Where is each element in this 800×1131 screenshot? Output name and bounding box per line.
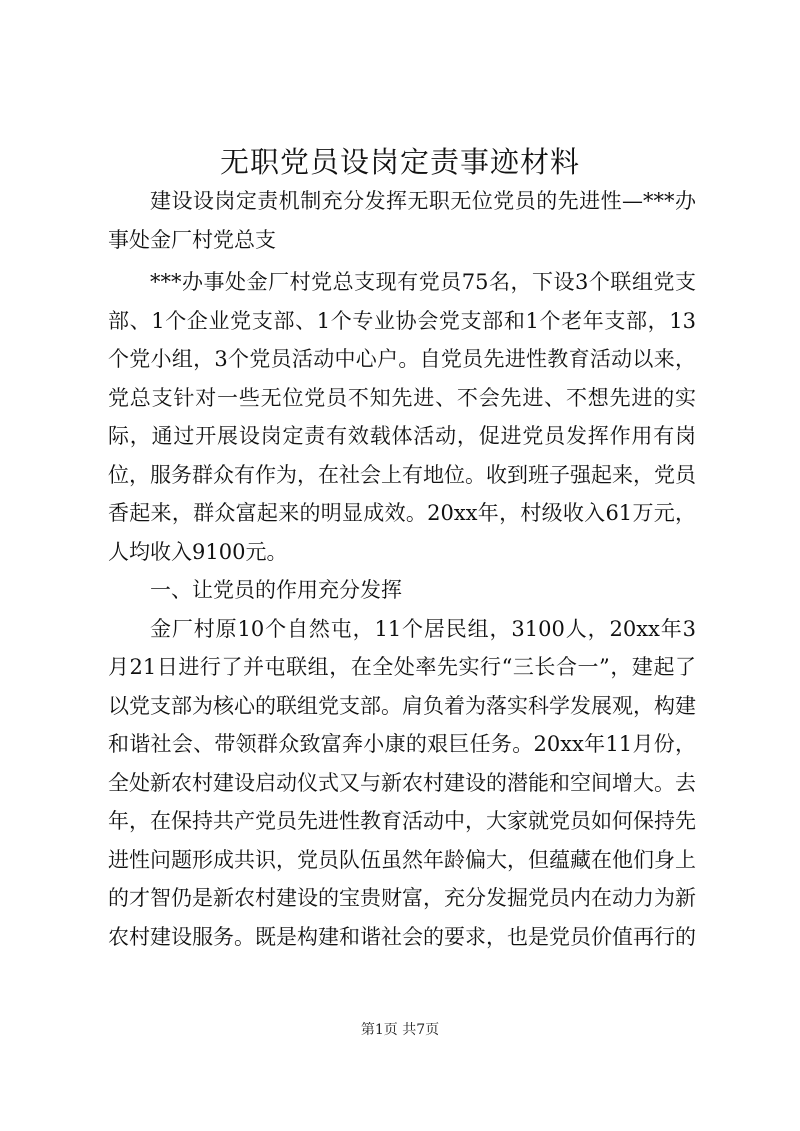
page-number-footer: 第1页 共7页: [360, 1022, 440, 1038]
document-title: 无职党员设岗定责事迹材料: [219, 145, 580, 179]
section-heading: 一、让党员的作用充分发挥: [150, 578, 402, 602]
subtitle-paragraph: 建设设岗定责机制充分发挥无职无位党员的先进性—***办事处金厂村党总支: [108, 189, 696, 252]
document-body: [108, 182, 696, 956]
body-paragraph: 金厂村原10个自然屯，11个居民组，3100人，20xx年3月21日进行了并屯联组，在全处率先实行“三长合一”，建起了以党支部为核心的联组党支部。肩负着为落实科学发展观，构建和谐社会、带领群众致富奔小康的艰巨任务。20xx年11月份，全处新农村建设启动仪式又与新农村建设的潜能和空间增大。去年，在保持共产党员先进性教育活动中，大家就党员如何保持先进性问题形成共识，党员队伍虽然年龄偏大，但蕴藏在他们身上的才智仍是新农村建设的宝贵财富，充分发掘党员内在动力为新农村建设服务。既是构建和谐社会的要求，也是党员价值再行的: [108, 616, 696, 949]
intro-paragraph: ***办事处金厂村党总支现有党员75名，下设3个联组党支部、1个企业党支部、1个专业协会党支部和1个老年支部，13个党小组，3个党员活动中心户。自党员先进性教育活动以来，党总支针对一些无位党员不知先进、不会先进、不想先进的实际，通过开展设岗定责有效载体活动，促进党员发挥作用有岗位，服务群众有作为，在社会上有地位。收到班子强起来，党员香起来，群众富起来的明显成效。20xx年，村级收入61万元，人均收入9100元。: [108, 270, 696, 564]
